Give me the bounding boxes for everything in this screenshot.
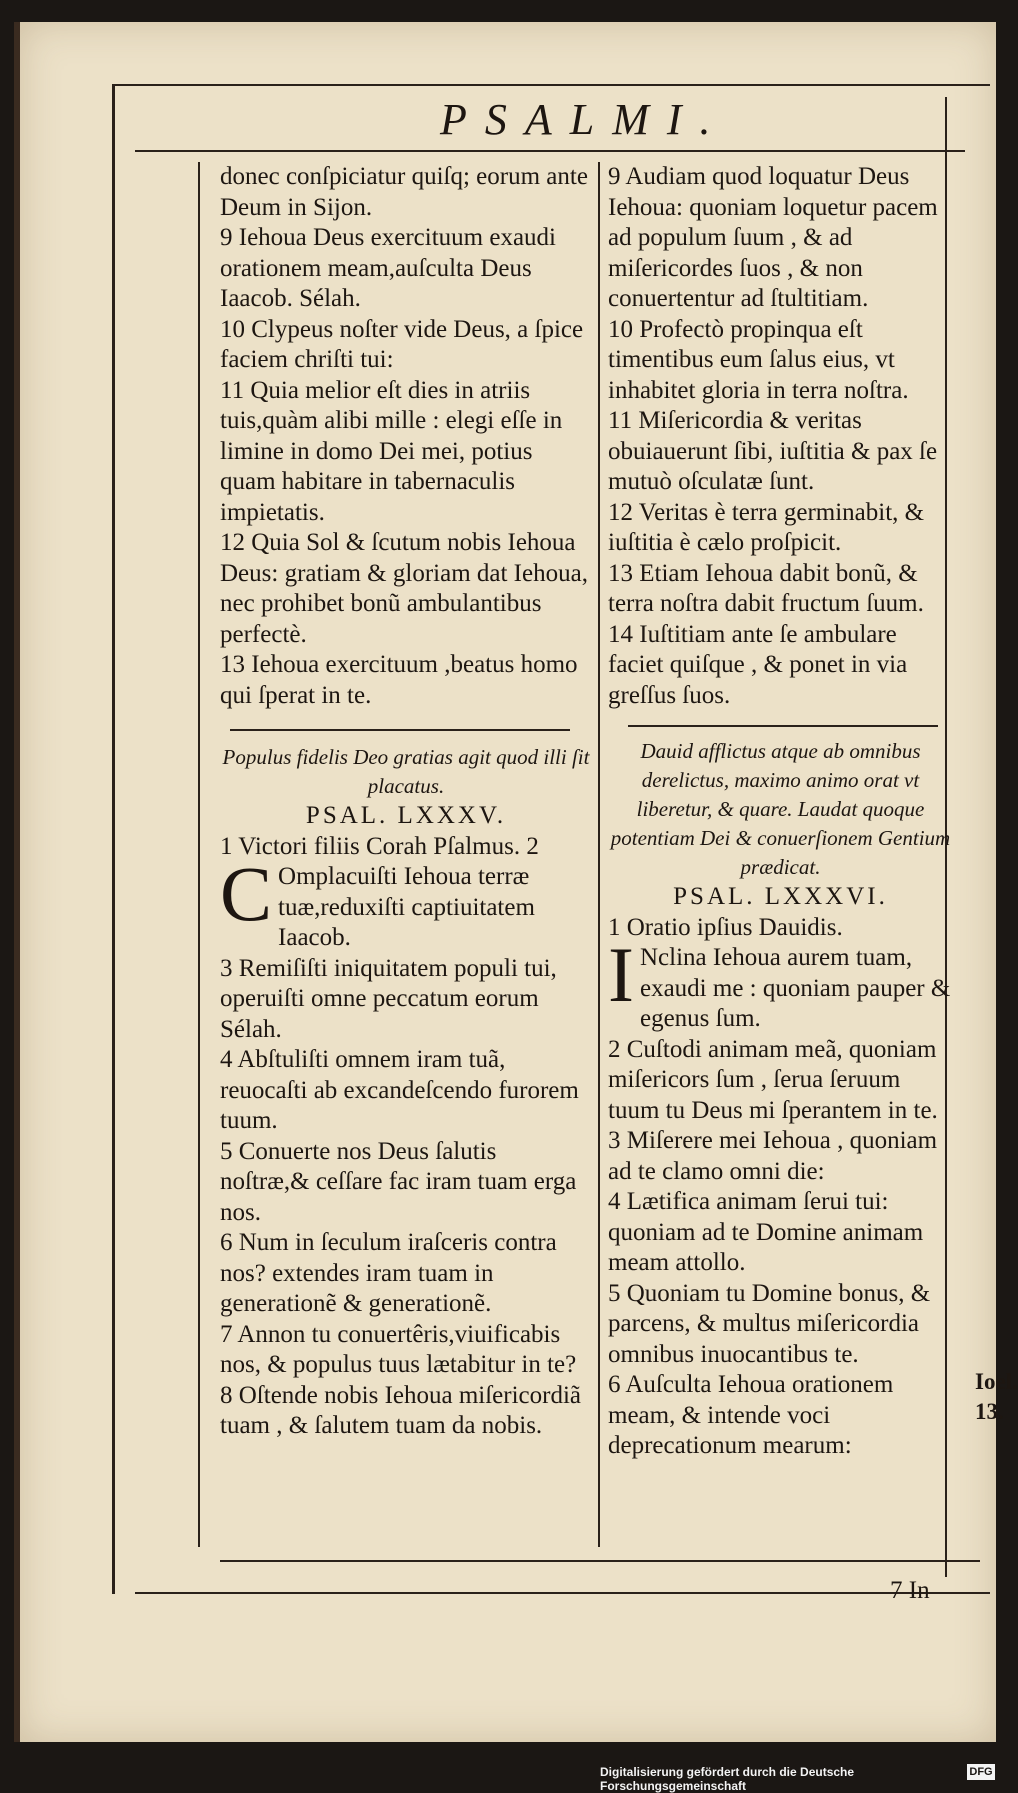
verse-10-left: 10 Clypeus noſter vide Deus, a ſpice faciem chriſti tui: [220,315,584,373]
margin-note: Ioel. 13. [975,1369,1018,1424]
running-head: PSALMI. [440,95,729,144]
verse-4: 4 Abſtuliſti omnem iram tuã, reuocaſti ab excandeſcendo furorem tuum. [220,1046,579,1134]
left-paragraph: donec conſpiciatur quiſq; eorum ante Deum in Sijon. [220,163,588,221]
verse-4: 4 Lætifica animam ſerui tui: quoniam ad te Domine animam meam attollo. [608,1188,924,1276]
top-rule [115,84,990,86]
psalm-title: 1 Oratio ipſius Dauidis. [608,913,843,941]
verse-8: 8 Oſtende nobis Iehoua miſericordiã tuam , & ſalutem tuam da nobis. [220,1381,581,1439]
left-column [220,162,592,1442]
section-divider [230,729,570,731]
verse-9-right: 9 Audiam quod loquatur Deus Iehoua: quoniam loquetur pacem ad populum ſuum , & ad miſericordes ſuos , & non conuertentur ad ſtultitiam. [608,163,938,312]
left-column-rule [198,162,200,1547]
drop-capital: I [608,931,634,1018]
verse-12-right: 12 Veritas è terra germinabit, & iuſtitia è cælo proſpicit. [608,498,925,556]
verse-3: 3 Miſerere mei Iehoua , quoniam ad te clamo omni die: [608,1127,938,1185]
psalm-summary: Populus fidelis Deo gratias agit quod illi ſit placatus. [222,745,590,798]
outer-border-left [112,84,115,1594]
psalm-heading: PSAL. LXXXVI. [673,883,888,910]
verse-11-left: 11 Quia melior eſt dies in atriis tuis,quàm alibi mille : elegi eſſe in limine in domo Dei mei, potius quam habitare in tabernaculis impietatis. [220,376,563,526]
verse-13-left: 13 Iehoua exercituum ,beatus homo qui ſperat in te. [220,651,578,709]
opening-text: Omplacuiſti Iehoua terræ tuæ,reduxiſti captiuitatem Iaacob. [278,863,535,951]
verse-12-left: 12 Quia Sol & ſcutum nobis Iehoua Deus: gratiam & gloriam dat Iehoua, nec prohibet bonũ ambulantibus perfectè. [220,529,588,648]
psalm-heading: PSAL. LXXXV. [305,802,507,829]
verse-9-left: 9 Iehoua Deus exercituum exaudi orationem meam,auſculta Deus Iaacob. Sélah. [220,224,556,312]
verse-5: 5 Conuerte nos Deus ſalutis noſtræ,& ceſſare fac iram tuam erga nos. [220,1137,577,1226]
drop-capital: C [220,850,273,937]
bottom-rule [220,1560,980,1562]
verse-3: 3 Remiſiſti iniquitatem populi tui, operuiſti omne peccatum eorum Sélah. [220,954,557,1043]
verse-10-right: 10 Profectò propinqua eſt timentibus eum ſalus eius, vt inhabitet gloria in terra noſtra. [608,315,909,404]
book-page [14,22,1018,1742]
head-rule [135,150,965,152]
verse-6: 6 Num in ſeculum iraſceris contra nos? extendes iram tuam in generationẽ & generationẽ. [220,1229,557,1317]
verse-7: 7 Annon tu conuertêris,viuificabis nos, & populus tuus lætabitur in te? [220,1320,577,1378]
dfg-logo: DFG [967,1764,995,1780]
funding-notice: Digitalisierung gefördert durch die Deutsche Forschungsgemeinschaft [600,1765,855,1793]
catchword: 7 In [890,1577,930,1604]
verse-11-right: 11 Miſericordia & veritas obuiauerunt ſibi, iuſtitia & pax ſe mutuò oſculatæ ſunt. [608,407,938,495]
psalm-summary: Dauid afflictus atque ab omnibus derelictus, maximo animo orat vt liberetur, & quare. Laudat quoque potentiam Dei & conuerſionem Gentium prædicat. [610,739,951,879]
opening-text: Nclina Iehoua aurem tuam, exaudi me : quoniam pauper & egenus ſum. [639,944,951,1032]
right-column [608,162,953,1462]
psalm-title: 1 Victori filiis Corah Pſalmus. 2 [220,832,539,860]
verse-5: 5 Quoniam tu Domine bonus, & parcens, & multus miſericordia omnibus inuocantibus te. [608,1279,931,1368]
psalm-opening [608,931,953,1035]
psalm-opening [220,850,592,954]
verse-13-right: 13 Etiam Iehoua dabit bonũ, & terra noſtra dabit fructum ſuum. [608,559,924,617]
center-column-rule [598,162,600,1547]
verse-14-right: 14 Iuſtitiam ante ſe ambulare faciet quiſque , & ponet in via greſſus ſuos. [608,620,908,709]
bottom-rule-outer [135,1592,990,1594]
section-divider [628,725,938,727]
verse-6: 6 Auſculta Iehoua orationem meam, & intende voci deprecationum mearum: [608,1371,894,1459]
verse-2: 2 Cuſtodi animam meã, quoniam miſericors ſum , ſerua ſeruum tuum tu Deus mi ſperantem in te. [608,1035,938,1124]
